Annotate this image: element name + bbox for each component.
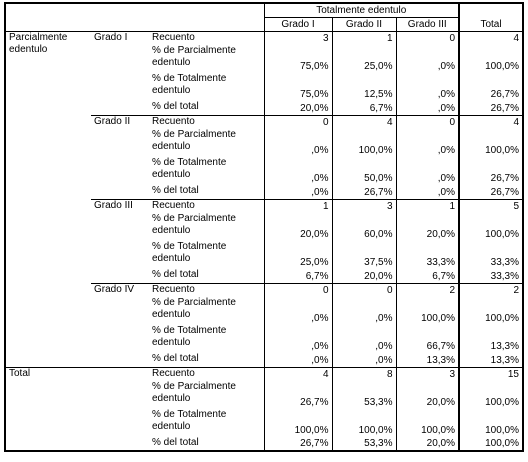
- cell-value: 75,0%: [264, 45, 332, 73]
- cell-value: 20,0%: [332, 269, 396, 283]
- corner-cell: [149, 3, 264, 17]
- stat-label: % de Parcialmente edentulo: [152, 297, 236, 320]
- cell-value: 100,0%: [332, 129, 396, 157]
- total-row-label: Total: [5, 367, 149, 451]
- cell-value: ,0%: [264, 353, 332, 367]
- total-value: 100,0%: [459, 409, 523, 437]
- cell-value: ,0%: [396, 45, 459, 73]
- stat-label: % de Totalmente edentulo: [152, 73, 227, 96]
- row-subgroup-label: Grado II: [91, 115, 149, 199]
- total-value: 100,0%: [459, 437, 523, 451]
- stat-label: Recuento: [149, 367, 264, 381]
- cell-value: ,0%: [396, 73, 459, 101]
- cell-value: 26,7%: [332, 185, 396, 199]
- col-header: Grado I: [264, 17, 332, 31]
- stat-label: % de Parcialmente edentulo: [152, 213, 236, 236]
- table-row: [5, 367, 523, 381]
- cell-value: 8: [332, 367, 396, 381]
- stat-label: % de Totalmente edentulo: [152, 409, 227, 432]
- cell-value: 0: [332, 283, 396, 297]
- cell-value: 3: [264, 31, 332, 45]
- total-value: 100,0%: [459, 45, 523, 73]
- corner-cell: [149, 17, 264, 31]
- cell-value: 3: [396, 367, 459, 381]
- total-header-spacer: [459, 3, 523, 17]
- cell-value: 4: [264, 367, 332, 381]
- total-value: 100,0%: [459, 381, 523, 409]
- cell-value: 20,0%: [396, 381, 459, 409]
- total-value: 100,0%: [459, 297, 523, 325]
- cell-value: ,0%: [332, 325, 396, 353]
- cell-value: 25,0%: [332, 45, 396, 73]
- stat-label: % del total: [152, 353, 199, 364]
- total-value: 33,3%: [459, 269, 523, 283]
- total-value: 26,7%: [459, 101, 523, 115]
- stat-label: % de Parcialmente edentulo: [152, 381, 236, 404]
- cell-value: 66,7%: [396, 325, 459, 353]
- cell-value: 6,7%: [396, 269, 459, 283]
- corner-cell: [5, 17, 91, 31]
- cell-value: 4: [332, 115, 396, 129]
- row-group-label: Parcialmente edentulo: [5, 31, 91, 367]
- cell-value: 1: [264, 199, 332, 213]
- total-value: 26,7%: [459, 157, 523, 185]
- cell-value: 6,7%: [264, 269, 332, 283]
- cell-value: ,0%: [396, 157, 459, 185]
- cell-value: 1: [332, 31, 396, 45]
- total-value: 4: [459, 115, 523, 129]
- stat-label: % de Totalmente edentulo: [152, 325, 227, 348]
- total-value: 26,7%: [459, 73, 523, 101]
- crosstab-table: [4, 2, 524, 452]
- cell-value: 100,0%: [332, 409, 396, 437]
- cell-value: 1: [396, 199, 459, 213]
- cell-value: 13,3%: [396, 353, 459, 367]
- cell-value: 20,0%: [396, 437, 459, 451]
- cell-value: ,0%: [396, 101, 459, 115]
- cell-value: 6,7%: [332, 101, 396, 115]
- cell-value: 12,5%: [332, 73, 396, 101]
- stat-label: % de Parcialmente edentulo: [152, 129, 236, 152]
- col-group-header: Totalmente edentulo: [264, 3, 459, 17]
- cell-value: 37,5%: [332, 241, 396, 269]
- total-value: 5: [459, 199, 523, 213]
- cell-value: 75,0%: [264, 73, 332, 101]
- cell-value: 50,0%: [332, 157, 396, 185]
- total-value: 15: [459, 367, 523, 381]
- cell-value: 25,0%: [264, 241, 332, 269]
- table-row: [5, 31, 523, 45]
- cell-value: 0: [396, 115, 459, 129]
- cell-value: 60,0%: [332, 213, 396, 241]
- cell-value: 2: [396, 283, 459, 297]
- stat-label: Recuento: [149, 31, 264, 45]
- cell-value: 20,0%: [264, 101, 332, 115]
- col-header: Grado II: [332, 17, 396, 31]
- stat-label: % del total: [152, 185, 199, 196]
- stat-label: % de Totalmente edentulo: [152, 241, 227, 264]
- total-value: 100,0%: [459, 213, 523, 241]
- total-value: 33,3%: [459, 241, 523, 269]
- row-subgroup-label: Grado I: [91, 31, 149, 115]
- row-subgroup-label: Grado IV: [91, 283, 149, 367]
- total-value: 13,3%: [459, 353, 523, 367]
- cell-value: ,0%: [396, 185, 459, 199]
- cell-value: 0: [264, 283, 332, 297]
- total-value: 26,7%: [459, 185, 523, 199]
- row-subgroup-label: Grado III: [91, 199, 149, 283]
- total-value: 4: [459, 31, 523, 45]
- cell-value: ,0%: [264, 129, 332, 157]
- stat-label: Recuento: [149, 115, 264, 129]
- cell-value: ,0%: [396, 129, 459, 157]
- cell-value: 53,3%: [332, 381, 396, 409]
- corner-cell: [91, 3, 149, 17]
- cell-value: 100,0%: [396, 409, 459, 437]
- stat-label: % de Parcialmente edentulo: [152, 45, 236, 68]
- cell-value: 3: [332, 199, 396, 213]
- cell-value: 26,7%: [264, 381, 332, 409]
- cell-value: ,0%: [264, 325, 332, 353]
- cell-value: 53,3%: [332, 437, 396, 451]
- stat-label: % del total: [149, 437, 264, 451]
- total-header: Total: [459, 17, 523, 31]
- stat-label: Recuento: [149, 199, 264, 213]
- corner-cell: [5, 3, 91, 17]
- total-value: 2: [459, 283, 523, 297]
- corner-cell: [91, 17, 149, 31]
- cell-value: ,0%: [332, 297, 396, 325]
- col-header: Grado III: [396, 17, 459, 31]
- cell-value: 33,3%: [396, 241, 459, 269]
- cell-value: ,0%: [332, 353, 396, 367]
- cell-value: 0: [396, 31, 459, 45]
- stat-label: Recuento: [149, 283, 264, 297]
- cell-value: 0: [264, 115, 332, 129]
- cell-value: ,0%: [264, 157, 332, 185]
- stat-label: % de Totalmente edentulo: [152, 157, 227, 180]
- stat-label: % del total: [152, 269, 199, 280]
- cell-value: 20,0%: [396, 213, 459, 241]
- stat-label: % del total: [152, 101, 199, 112]
- total-value: 13,3%: [459, 325, 523, 353]
- cell-value: 100,0%: [264, 409, 332, 437]
- cell-value: 26,7%: [264, 437, 332, 451]
- total-value: 100,0%: [459, 129, 523, 157]
- cell-value: 100,0%: [396, 297, 459, 325]
- cell-value: 20,0%: [264, 213, 332, 241]
- cell-value: ,0%: [264, 297, 332, 325]
- cell-value: ,0%: [264, 185, 332, 199]
